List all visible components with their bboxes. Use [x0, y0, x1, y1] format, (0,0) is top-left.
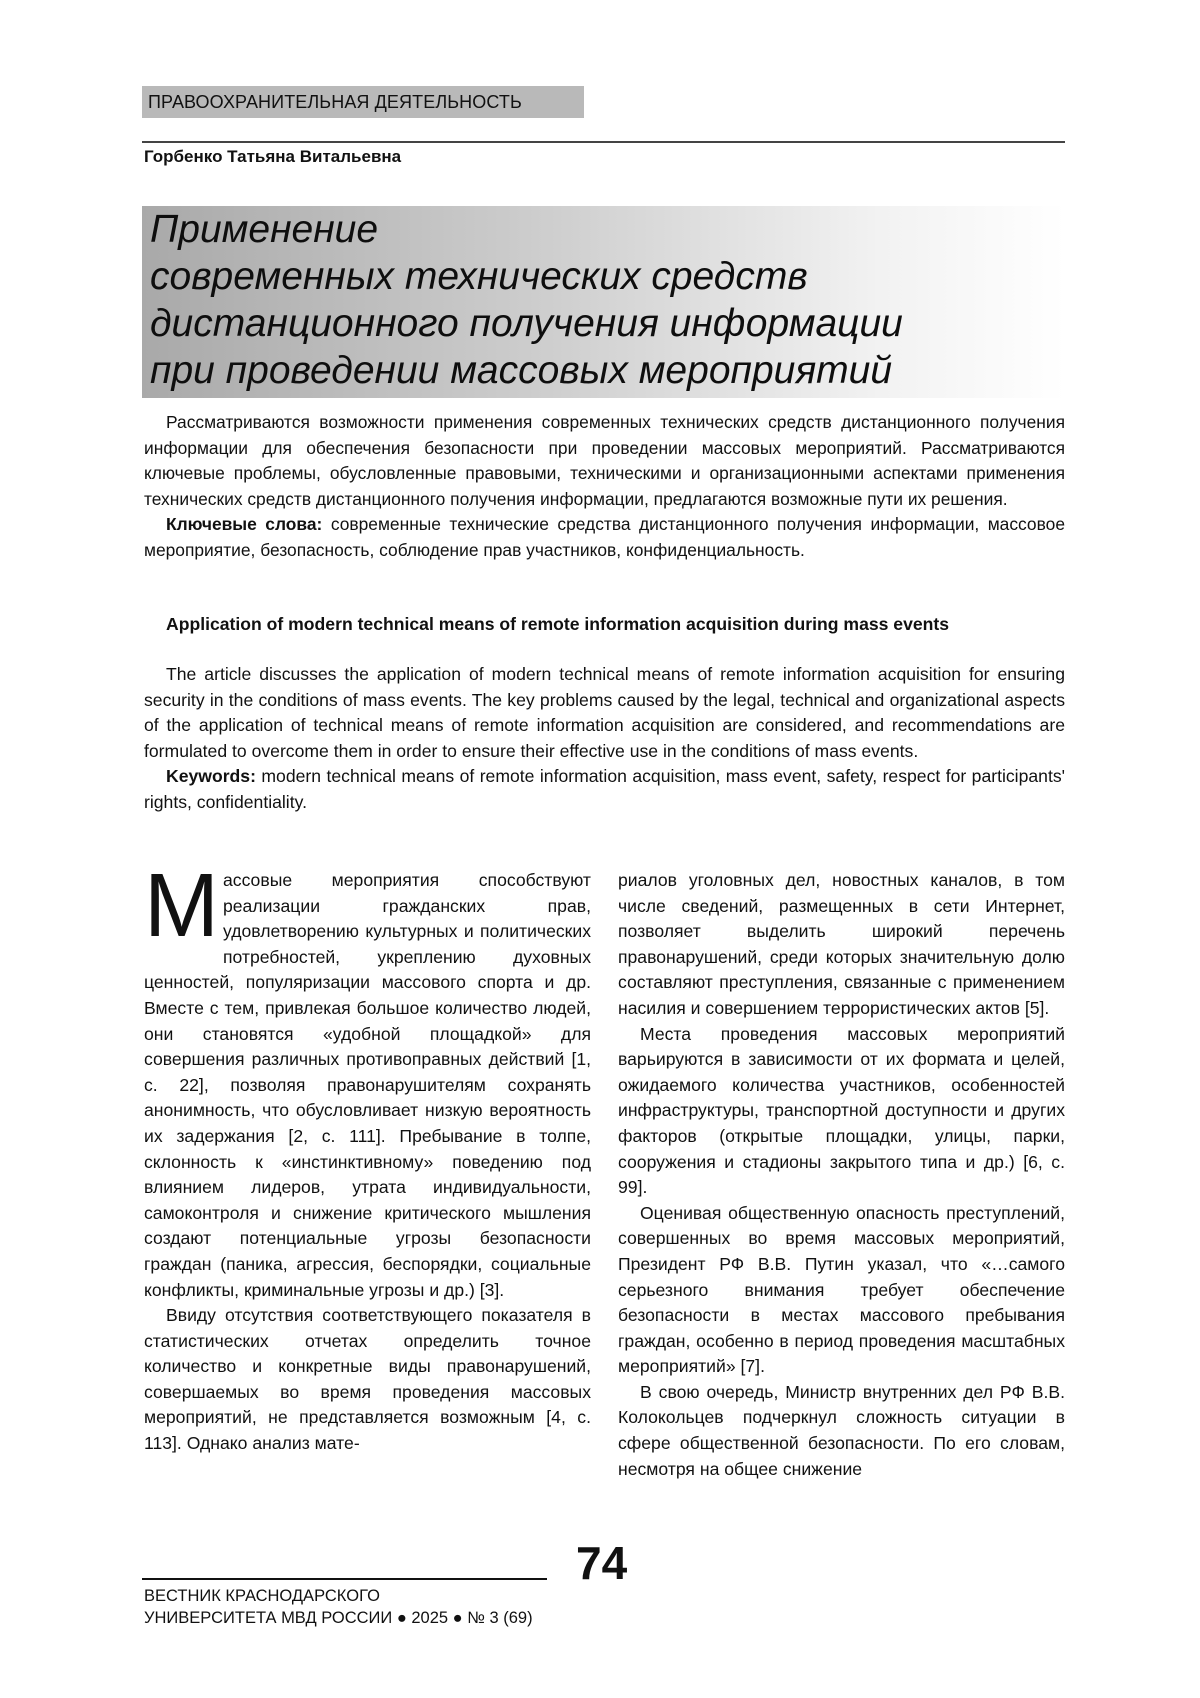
article-title — [142, 206, 1065, 398]
title-line: дистанционного получения информации — [150, 302, 903, 345]
body-paragraph: риалов уголовных дел, новостных каналов, в том числе сведений, размещенных в сети Интернет, позволяет выделить широкий перечень правонарушений, среди которых значительную долю составляют преступления, связанные с применением насилия и совершением террористических актов [5]. — [618, 870, 1065, 1018]
body-paragraph: Ввиду отсутствия соответствующего показателя в статистических отчетах определить точное количество и конкретные виды правонарушений, совершаемых во время проведения массовых мероприятий, не представляется возможным [4, с. 113]. Однако анализ мате- — [144, 1305, 591, 1454]
footer-rule — [142, 1578, 547, 1580]
abstract-en — [144, 662, 1065, 815]
paragraph-text: ассовые мероприятия способствуют реализации гражданских прав, удовлетворению культурных и политических потребностей, укреплению духовных ценностей, популяризации массового спорта и др. Вместе с тем, привлекая большое количество людей, они становятся «удобной площадкой» для совершения различных противоправных действий [1, с. 22], позволяя правонарушителям сохранять анонимность, что обусловливает низкую вероятность их задержания [2, с. 111]. Пребывание в толпе, склонность к «инстинктивному» поведению под влиянием лидеров, утрата индивидуальности, самоконтроля и снижение критического мышления создают потенциальные угрозы безопасности граждан (паника, агрессия, беспорядки, социальные конфликты, криминальные угрозы и др.) [3]. — [144, 870, 591, 1300]
body-column-left — [144, 856, 591, 1457]
page-number: 74 — [576, 1537, 628, 1589]
english-title: Application of modern technical means of remote information acquisition during mass events — [166, 614, 950, 634]
body-paragraph: Оценивая общественную опасность преступлений, совершенных во время массовых мероприятий, Президент РФ В.В. Путин указал, что «…самого серьезного внимания требует обеспечение безопасности в местах массового пребывания граждан, особенно в период проведения масштабных мероприятий» [7]. — [618, 1202, 1065, 1377]
keywords-en — [144, 764, 1065, 815]
abstract-en-text: The article discusses the application of modern technical means of remote information acquisition for ensuring security in the conditions of mass events. The key problems caused by the legal, technical and organizational aspects of the application of technical means of remote information acquisition are considered, and recommendations are formulated to overcome them in order to ensure their effective use in the conditions of mass events. — [144, 664, 1065, 761]
keywords-ru-text: современные технические средства дистанционного получения информации, массовое мероприятие, безопасность, соблюдение прав участников, конфиденциальность. — [144, 514, 1065, 560]
body-paragraph: Места проведения массовых мероприятий варьируются в зависимости от их формата и целей, ожидаемого количества участников, особенностей инфраструктуры, транспортной доступности и других факторов (открытые площадки, улицы, парки, сооружения и стадионы закрытого типа и др.) [6, с. 99]. — [618, 1023, 1065, 1198]
body-paragraph: В свою очередь, Министр внутренних дел РФ В.В. Колокольцев подчеркнул сложность ситуации в сфере общественной безопасности. По его словам, несмотря на общее снижение — [618, 1381, 1065, 1479]
keywords-en-text: modern technical means of remote information acquisition, mass event, safety, respect for participants' rights, confidentiality. — [144, 766, 1065, 812]
journal-name-line2: УНИВЕРСИТЕТА МВД РОССИИ ● 2025 ● № 3 (69) — [144, 1609, 533, 1627]
header-rule — [142, 141, 1065, 143]
title-line: современных технических средств — [150, 255, 808, 298]
section-tag: ПРАВООХРАНИТЕЛЬНАЯ ДЕЯТЕЛЬНОСТЬ — [142, 86, 584, 118]
body-paragraph — [144, 856, 591, 1303]
drop-cap: М — [144, 856, 219, 956]
journal-footer — [144, 1585, 533, 1629]
author-name: Горбенко Татьяна Витальевна — [144, 147, 402, 166]
keywords-ru-label: Ключевые слова: — [166, 514, 323, 534]
abstract-ru-text: Рассматриваются возможности применения современных технических средств дистанционного получения информации для обеспечения безопасности при проведении массовых мероприятий. Рассматриваются ключевые проблемы, обусловленные правовыми, техническими и организационными аспектами применения технических средств дистанционного получения информации, предлагаются возможные пути их решения. — [144, 412, 1065, 509]
keywords-en-label: Keywords: — [166, 766, 256, 786]
abstract-ru — [144, 410, 1065, 563]
body-column-right — [618, 868, 1065, 1482]
journal-name-line1: ВЕСТНИК КРАСНОДАРСКОГО — [144, 1587, 380, 1605]
title-line: Применение — [150, 208, 379, 251]
keywords-ru — [144, 512, 1065, 563]
title-line: при проведении массовых мероприятий — [150, 349, 893, 392]
